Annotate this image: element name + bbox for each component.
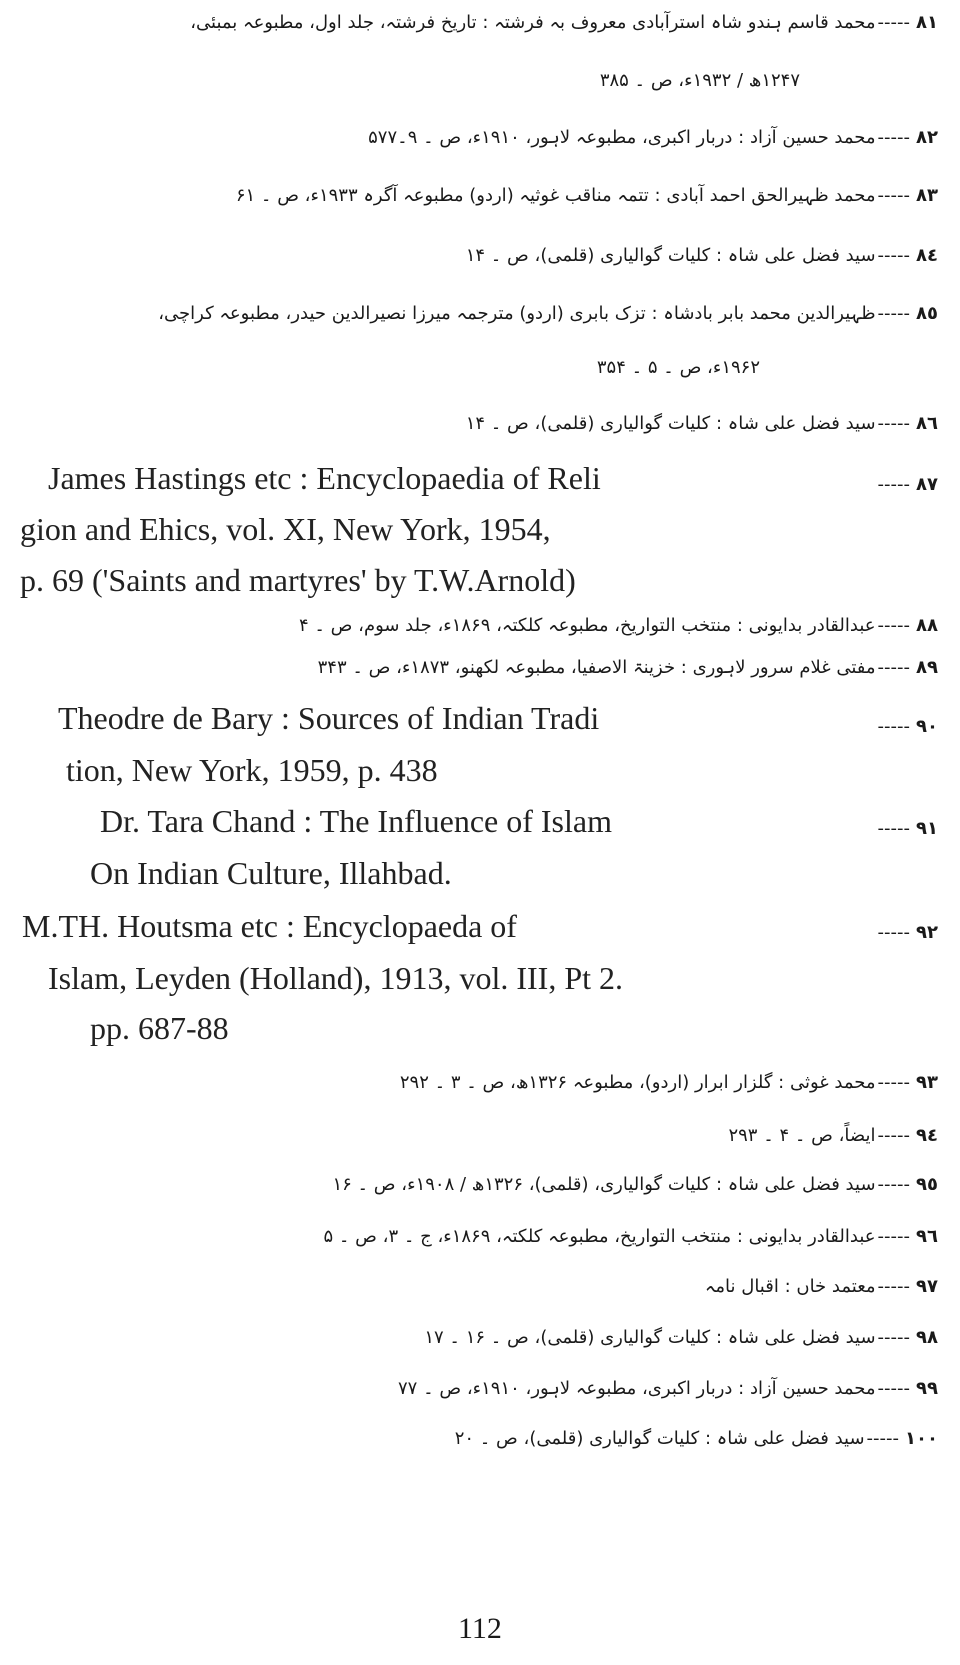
footnote-91-marker [878,818,938,839]
footnote-number: ٩٥ [916,1174,938,1195]
footnote-89 [318,657,938,678]
footnote-82 [368,127,938,148]
footnote-dash: ----- [877,413,911,434]
footnote-number: ٩٦ [916,1226,938,1247]
footnote-81-continuation [600,70,800,91]
footnote-number: ٩٨ [916,1327,938,1348]
footnote-text: سید فضل علی شاہ : کلیات گوالیاری (قلمی)، ص ۔ ۱۴ [465,413,876,434]
footnote-dash: ----- [877,1327,911,1348]
footnote-92-line-1: M.TH. Houtsma etc : Encyclopaeda of [22,908,517,944]
footnote-text: سید فضل علی شاہ : کلیات گوالیاری، (قلمی)، ۱۳۲۶ھ / ۱۹۰۸ء، ص ۔ ۱۶ [332,1174,876,1195]
footnote-99 [398,1378,938,1399]
footnote-text: محمد غوثی : گلزار ابرار (اردو)، مطبوعہ ۱۳۲۶ھ، ص ۔ ۳ ۔ ۲۹۲ [399,1072,876,1093]
footnote-text: عبدالقادر بدایونی : منتخب التواریخ، مطبوعہ کلکتہ، ۱۸۶۹ء، ج ۔ ۳، ص ۔ ۵ [323,1226,876,1247]
footnote-text: مفتی غلام سرور لاہوری : خزینۃ الاصفیا، مطبوعہ لکھنو، ۱۸۷۳ء، ص ۔ ۳۴۳ [317,657,876,678]
footnote-86 [466,413,938,434]
footnote-text: محمد حسین آزاد : دربار اکبری، مطبوعہ لاہور، ۱۹۱۰ء، ص ۔ ۹۔۵۷۷ [368,127,876,148]
footnote-number: ٨٣ [916,185,938,206]
footnote-text: سید فضل علی شاہ : کلیات گوالیاری (قلمی)، ص ۔ ۱۴ [465,245,876,266]
footnote-number: ٩٤ [916,1125,938,1146]
footnote-dash: ----- [877,716,911,737]
footnote-text: ۱۲۴۷ھ / ۱۹۳۲ء، ص ۔ ۳۸۵ [599,70,800,91]
footnote-98 [424,1327,938,1348]
footnote-number: ٩٢ [916,922,938,943]
footnote-dash: ----- [877,474,911,495]
footnote-dash: ----- [877,127,911,148]
footnote-dash: ----- [877,245,911,266]
footnote-87-line-3: p. 69 ('Saints and martyres' by T.W.Arnold) [20,562,576,598]
footnote-number: ٨٤ [916,245,938,266]
footnote-text: معتمد خاں : اقبال نامہ [704,1276,876,1297]
footnote-dash: ----- [877,615,911,636]
footnote-92-line-2: Islam, Leyden (Holland), 1913, vol. III, Pt 2. [48,960,623,996]
footnote-87-line-2: gion and Ehics, vol. XI, New York, 1954, [20,511,551,547]
footnote-text: عبدالقادر بدایونی : منتخب التواریخ، مطبوعہ کلکتہ، ۱۸۶۹ء، جلد سوم، ص ۔ ۴ [298,615,876,636]
footnote-number: ٨٢ [916,127,938,148]
footnote-88 [299,615,938,636]
footnote-dash: ----- [877,303,911,324]
footnote-number: ٨٦ [916,413,938,434]
footnote-94 [728,1125,938,1146]
footnote-100 [455,1428,938,1449]
page-number: 112 [458,1612,502,1645]
footnote-text: ظہیرالدین محمد بابر بادشاہ : تزک بابری (اردو) مترجمہ میرزا نصیرالدین حیدر، مطبوعہ کراچی، [158,303,876,324]
footnote-dash: ----- [877,1072,911,1093]
footnote-dash: ----- [877,818,911,839]
footnote-dash: ----- [877,185,911,206]
footnote-text: سید فضل علی شاہ : کلیات گوالیاری (قلمی)، ص ۔ ۲۰ [454,1428,865,1449]
footnote-92-line-3: pp. 687-88 [90,1010,229,1046]
footnote-number: ١٠٠ [905,1428,938,1449]
footnote-text: محمد ظہیرالحق احمد آبادی : تتمہ مناقب غوثیہ (اردو) مطبوعہ آگرہ ۱۹۳۳ء، ص ۔ ۶۱ [235,185,876,206]
footnote-90-line-2: tion, New York, 1959, p. 438 [66,752,438,788]
footnote-83 [236,185,938,206]
footnote-90-marker [878,716,938,737]
footnote-85-continuation [597,357,760,378]
footnote-91-line-2: On Indian Culture, Illahbad. [90,855,452,891]
footnote-90-line-1: Theodre de Bary : Sources of Indian Tradi [58,700,600,736]
footnote-number: ٩٩ [916,1378,938,1399]
footnote-81 [190,12,938,33]
footnote-number: ٩٧ [916,1276,938,1297]
footnote-number: ٩٠ [916,716,938,737]
footnote-text: سید فضل علی شاہ : کلیات گوالیاری (قلمی)، ص ۔ ۱۶ ۔ ۱۷ [424,1327,876,1348]
footnote-91-line-1: Dr. Tara Chand : The Influence of Islam [100,803,612,839]
footnote-number: ٨٥ [916,303,938,324]
footnote-text: ایضاً، ص ۔ ۴ ۔ ۲۹۳ [728,1125,876,1146]
footnote-93 [400,1072,938,1093]
footnote-96 [323,1226,938,1247]
footnote-dash: ----- [877,1125,911,1146]
footnote-97 [705,1276,938,1297]
footnote-number: ٩١ [916,818,938,839]
footnote-dash: ----- [877,1226,911,1247]
footnote-dash: ----- [877,922,911,943]
footnote-dash: ----- [877,1276,911,1297]
footnote-87-marker [878,474,938,495]
footnote-number: ٩٣ [916,1072,938,1093]
footnote-dash: ----- [877,12,911,33]
footnote-84 [466,245,938,266]
footnote-dash: ----- [877,657,911,678]
footnote-dash: ----- [877,1378,911,1399]
footnote-number: ٨٨ [916,615,938,636]
footnote-92-marker [878,922,938,943]
footnote-number: ٨٩ [916,657,938,678]
footnote-text: محمد قاسم ہندو شاہ استرآبادی معروف بہ فرشتہ : تاریخ فرشتہ، جلد اول، مطبوعہ بمبئی، [190,12,876,33]
footnote-95 [332,1174,938,1195]
footnote-number: ٨١ [916,12,938,33]
footnote-dash: ----- [877,1174,911,1195]
footnote-87-line-1: James Hastings etc : Encyclopaedia of Reli [48,460,601,496]
footnote-85 [158,303,938,324]
footnote-text: ۱۹۶۲ء، ص ۔ ۵ ۔ ۳۵۴ [596,357,760,378]
footnote-number: ٨٧ [916,474,938,495]
footnote-dash: ----- [866,1428,900,1449]
footnote-text: محمد حسین آزاد : دربار اکبری، مطبوعہ لاہور، ۱۹۱۰ء، ص ۔ ۷۷ [398,1378,876,1399]
